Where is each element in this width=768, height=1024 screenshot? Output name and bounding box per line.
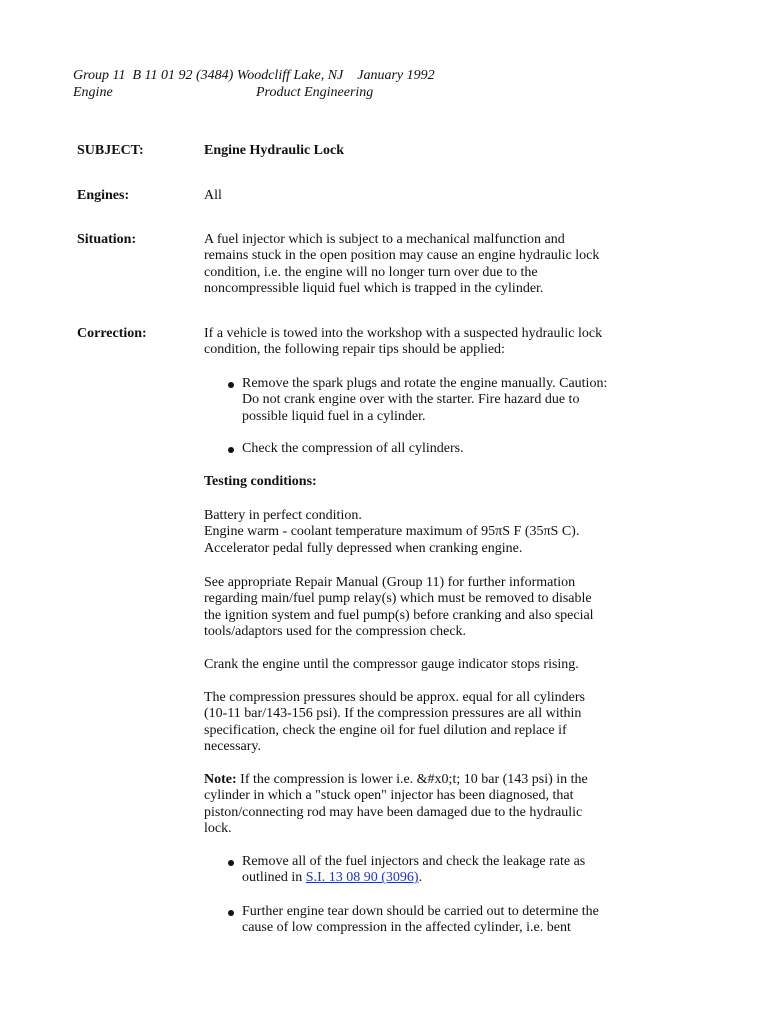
header-line-2 (73, 85, 435, 102)
correction-intro-line: condition, the following repair tips should be applied: (204, 342, 505, 358)
header-group-name: Engine (73, 84, 113, 100)
subject-value: Engine Hydraulic Lock (204, 143, 345, 158)
note-first-line (204, 772, 654, 788)
paragraph-line: tools/adaptors used for the compression check. (204, 623, 467, 639)
testing-line: Accelerator pedal fully depressed when cranking engine. (204, 540, 523, 556)
repair-tips-list-2 (204, 441, 654, 457)
paragraph-line: the ignition system and fuel pump(s) before cranking and also special (204, 607, 594, 623)
testing-line: Engine warm - coolant temperature maximum of 95πS F (35πS C). (204, 524, 580, 540)
list-item-line: Remove the spark plugs and rotate the engine manually. Caution: (242, 376, 608, 391)
injector-steps-list (204, 854, 654, 887)
bulletin-header (73, 68, 435, 101)
paragraph-line: cylinder in which a "stuck open" injector has been diagnosed, that (204, 788, 574, 804)
situation-line: noncompressible liquid fuel which is trapped in the cylinder. (204, 280, 544, 296)
list-item (204, 904, 654, 937)
list-item (204, 441, 654, 457)
paragraph-line: See appropriate Repair Manual (Group 11) for further information (204, 575, 576, 590)
bullet-dot-icon (228, 447, 234, 453)
bullet-dot-icon (228, 860, 234, 866)
engines-label: Engines: (77, 188, 130, 203)
pressures-paragraph (204, 690, 654, 755)
testing-conditions-heading: Testing conditions: (204, 474, 317, 489)
subject-label: SUBJECT: (77, 143, 144, 158)
header-line-1: Group 11 B 11 01 92 (3484) Woodcliff Lake, NJ January 1992 (73, 68, 435, 83)
list-item (204, 854, 654, 887)
list-item-line: Check the compression of all cylinders. (242, 441, 464, 456)
list-item-line: possible liquid fuel in a cylinder. (242, 408, 426, 424)
bullet-dot-icon (228, 382, 234, 388)
paragraph-line: regarding main/fuel pump relay(s) which must be removed to disable (204, 591, 592, 607)
testing-line: Battery in perfect condition. (204, 508, 362, 523)
note-paragraph (204, 772, 654, 837)
repair-tips-list (204, 376, 654, 425)
list-item-line: Further engine tear down should be carried out to determine the (242, 904, 599, 919)
list-item (204, 376, 654, 425)
paragraph-line: necessary. (204, 738, 262, 754)
list-item-line: Do not crank engine over with the starter. Fire hazard due to (242, 392, 580, 408)
note-label: Note: (204, 772, 237, 787)
bullet-dot-icon (228, 910, 234, 916)
paragraph-line: The compression pressures should be approx. equal for all cylinders (204, 690, 586, 705)
correction-label: Correction: (77, 326, 147, 341)
correction-intro-line: If a vehicle is towed into the workshop with a suspected hydraulic lock (204, 326, 603, 341)
list-item-line: Remove all of the fuel injectors and check the leakage rate as (242, 854, 586, 869)
note-text: If the compression is lower i.e. &#x0;t; 10 bar (143 psi) in the (236, 772, 588, 787)
testing-conditions-text (204, 508, 654, 557)
list-item-line (242, 870, 654, 886)
situation-line: A fuel injector which is subject to a mechanical malfunction and (204, 232, 565, 247)
situation-line: remains stuck in the open position may cause an engine hydraulic lock (204, 248, 600, 264)
situation-line: condition, i.e. the engine will no longer turn over due to the (204, 264, 538, 280)
correction-intro (204, 326, 654, 359)
injector-steps-list-2 (204, 904, 654, 937)
header-department: Product Engineering (256, 84, 374, 100)
service-info-link[interactable]: S.I. 13 08 90 (3096) (305, 870, 419, 886)
crank-paragraph: Crank the engine until the compressor gauge indicator stops rising. (204, 657, 579, 672)
repair-manual-paragraph (204, 575, 654, 640)
situation-text (204, 232, 654, 297)
list-item-line: cause of low compression in the affected cylinder, i.e. bent (242, 920, 571, 936)
paragraph-line: (10-11 bar/143-156 psi). If the compression pressures are all within (204, 706, 582, 722)
engines-value: All (204, 188, 222, 203)
link-suffix: . (418, 870, 423, 886)
paragraph-line: specification, check the engine oil for fuel dilution and replace if (204, 722, 567, 738)
link-prefix: outlined in (242, 870, 306, 886)
paragraph-line: lock. (204, 820, 232, 836)
paragraph-line: piston/connecting rod may have been damaged due to the hydraulic (204, 804, 583, 820)
situation-label: Situation: (77, 232, 137, 247)
